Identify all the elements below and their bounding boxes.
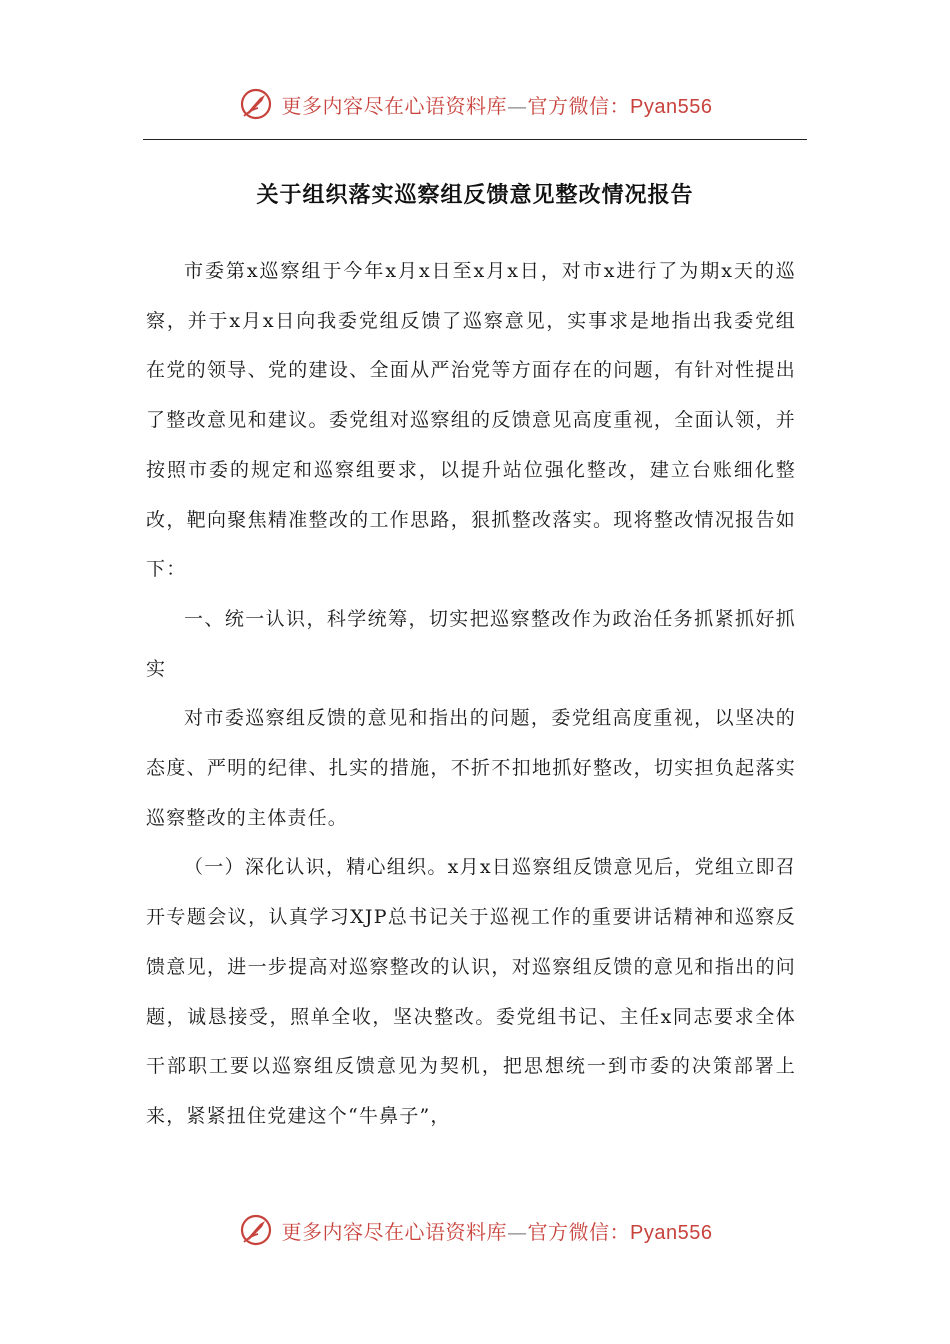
- section-heading: 一、统一认识，科学统筹，切实把巡察整改作为政治任务抓紧抓好抓实: [146, 607, 796, 680]
- paragraph: 对市委巡察组反馈的意见和指出的问题，委党组高度重视，以坚决的态度、严明的纪律、扎实的措施，不折不扣地抓好整改，切实担负起落实巡察整改的主体责任。: [146, 707, 796, 829]
- pen-nib-logo-icon: [238, 1212, 274, 1248]
- watermark-text: [282, 1216, 713, 1245]
- header-rule: [143, 139, 807, 140]
- footer-watermark: [0, 1206, 950, 1254]
- watermark-main: 更多内容尽在心语资料库: [281, 93, 508, 118]
- document-title: 关于组织落实巡察组反馈意见整改情况报告: [256, 183, 694, 208]
- watermark-handle: Pyan556: [630, 1221, 713, 1244]
- watermark-dash: —: [507, 93, 528, 118]
- watermark-contact: 官方微信：: [527, 1219, 631, 1244]
- watermark-main: 更多内容尽在心语资料库: [281, 1219, 508, 1244]
- watermark-handle: Pyan556: [630, 95, 713, 118]
- watermark-dash: —: [507, 1219, 528, 1244]
- paragraph: （一）深化认识，精心组织。x月x日巡察组反馈意见后，党组立即召开专题会议，认真学习XJP总书记关于巡视工作的重要讲话精神和巡察反馈意见，进一步提高对巡察整改的认识，对巡察组反馈的意见和指出的问题，诚恳接受，照单全收，坚决整改。委党组书记、主任x同志要求全体干部职工要以巡察组反馈意见为契机，把思想统一到市委的决策部署上来，紧紧扭住党建这个“牛鼻子”，: [146, 856, 796, 1127]
- document-body: [146, 247, 796, 1142]
- header-watermark: [0, 80, 950, 128]
- pen-nib-logo-icon: [238, 86, 274, 122]
- watermark-text: [282, 90, 713, 119]
- watermark-contact: 官方微信：: [527, 93, 631, 118]
- paragraph: 市委第x巡察组于今年x月x日至x月x日，对市x进行了为期x天的巡察，并于x月x日向我委党组反馈了巡察意见，实事求是地指出我委党组在党的领导、党的建设、全面从严治党等方面存在的问题，有针对性提出了整改意见和建议。委党组对巡察组的反馈意见高度重视，全面认领，并按照市委的规定和巡察组要求，以提升站位强化整改，建立台账细化整改，靶向聚焦精准整改的工作思路，狠抓整改落实。现将整改情况报告如下：: [146, 260, 796, 581]
